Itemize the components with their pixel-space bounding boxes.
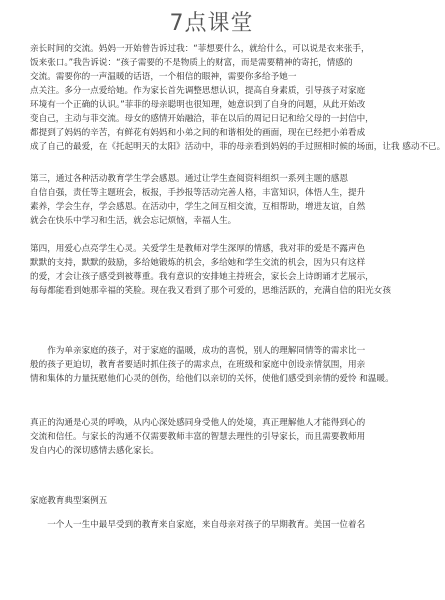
paragraph-line: 就会在快乐中学习和生活，就会忘记烦恼，幸福人生。 (30, 216, 237, 226)
paragraph-line: 默默的支持，默默的鼓励，多给她锻炼的机会，多给她和学生交流的机会，因为只有这样 (30, 258, 366, 268)
paragraph-line: 情和集体的力量抚慰他们心灵的创伤，给他们以亲切的关怀，使他们感受到亲情的爱怜 和温暖。 (30, 374, 394, 384)
paragraph-line: 的爱，才会让孩子感受到被尊重。我有意识的安排她主持班会，家长会上诗朗诵才艺展示， (30, 272, 374, 282)
paragraph-line: 自信自强，责任等主题班会，板报，手抄报等活动完善人格，丰富知识，体悟人生，提升 (30, 188, 366, 198)
paragraph-1 (30, 42, 445, 154)
paragraph-line: 一个人一生中最早受到的教育来自家庭，来自母亲对孩子的早期教育。美国一位着名 (47, 520, 366, 530)
paragraph-2 (30, 172, 401, 228)
paragraph-line: 环境有一个正确的认识。”菲菲的母亲聪明也很知理，她意识到了自身的问题，从此开始改 (30, 100, 366, 110)
paragraph-line: 都提到了妈妈的辛苦，有鲜花有妈妈和小弟之间的和谐相处的画面，现在已经把小弟看成 (30, 128, 366, 138)
paragraph-line: 作为单亲家庭的孩子，对于家庭的温暖，成功的喜悦，别人的理解同情等的需求比一 (47, 346, 366, 356)
paragraph-line: 第四，用爱心点亮学生心灵。关爱学生是教师对学生深厚的情感，我对菲的爱是不露声色 (30, 244, 366, 254)
paragraph-6 (30, 518, 401, 532)
paragraph-line: 第三，通过各种活动教育学生学会感恩。通过让学生查阅资料组织一系列主题的感恩 (30, 174, 348, 184)
paragraph-line: 般的孩子更迫切，教育者要适时抓住孩子的需求点，在班级和家庭中创设亲情氛围，用亲 (30, 360, 366, 370)
paragraph-line: 每每都能看到她那幸福的笑脸。现在我又看到了那个可爱的，思维活跃的，充满自信的阳光女孩 (30, 286, 391, 296)
document-title: 7点课堂 (169, 11, 254, 36)
paragraph-4 (30, 344, 401, 386)
paragraph-line: 素养，学会生存，学会感恩。在活动中，学生之间互相交流，互相帮助，增进友谊，自然 (30, 202, 366, 212)
paragraph-line: 成了自己的最爱，在《托起明天的太阳》活动中，菲的母亲看到妈妈的手过照相时候的场面，让我 感动不已。 (30, 142, 445, 152)
paragraph-3 (30, 242, 401, 298)
paragraph-line: 亲长时间的交流。妈妈一开始曾告诉过我：“菲想要什么，就给什么，可以说是衣来张手， (30, 44, 370, 54)
paragraph-5 (30, 416, 401, 458)
paragraph-line: 变自己，主动与菲交流。母女的感情开始融洽，菲在以后的周记日记和给父母的一封信中， (30, 114, 374, 124)
paragraph-line: 真正的沟通是心灵的呼唤，从内心深处感同身受他人的处境，真正理解他人才能得到心的 (30, 418, 366, 428)
paragraph-line: 饭来张口。”我告诉说：“孩子需要的不是物质上的财富，而是需要精神的寄托，情感的 (30, 58, 353, 68)
section-heading: 家庭教育典型案例五 (30, 496, 108, 506)
paragraph-line: 交流和信任。与家长的沟通不仅需要教师丰富的智慧去理性的引导家长，而且需要教师用 (30, 432, 366, 442)
paragraph-line: 点关注。多分一点爱给她。作为家长首先调整思想认识，提高自身素质，引导孩子对家庭 (30, 86, 366, 96)
paragraph-line: 交流。需要你的一声温暖的话语，一个相信的眼神，需要你多给予她一 (30, 72, 297, 82)
paragraph-line: 发自内心的深切感情去感化家长。 (30, 446, 159, 456)
